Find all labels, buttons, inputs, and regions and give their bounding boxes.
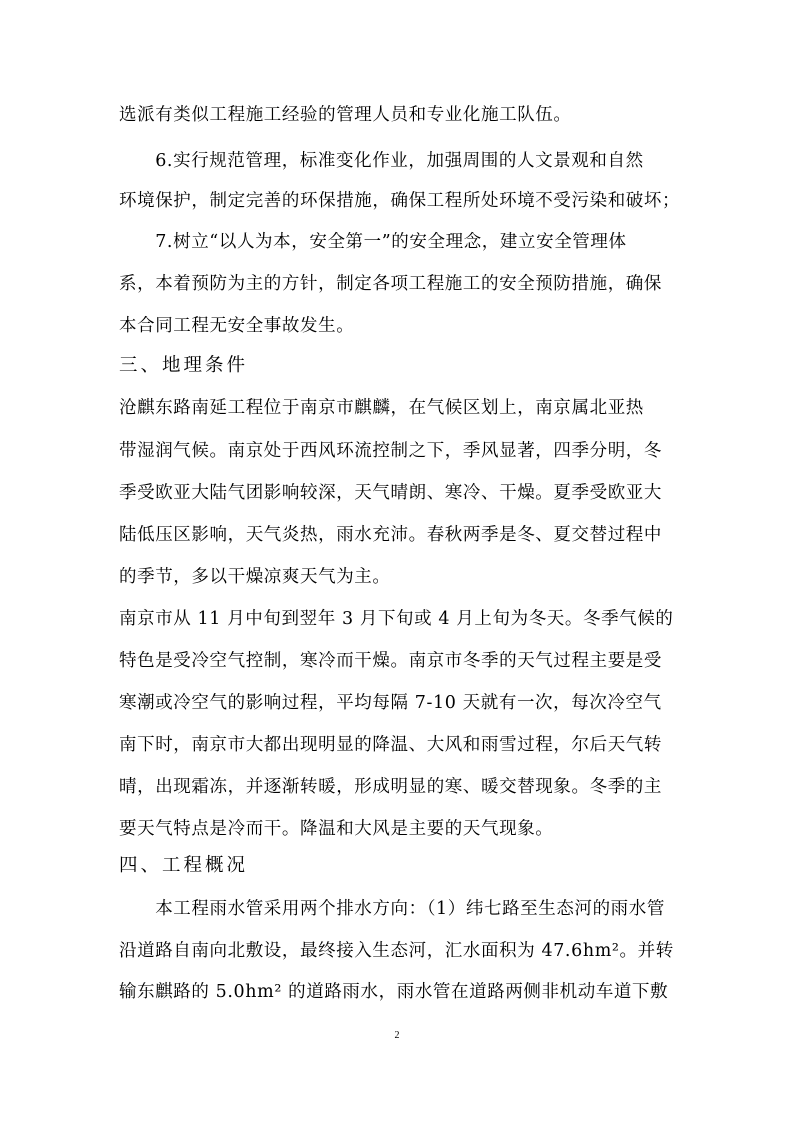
page-number: 2 bbox=[394, 1030, 400, 1041]
body-text-line: 本工程雨水管采用两个排水方向：（1）纬七路至生态河的雨水管 bbox=[119, 899, 665, 919]
section-heading: 四、工程概况 bbox=[119, 855, 249, 876]
body-text-line: 7.树立“以人为本，安全第一”的安全理念，建立安全管理体 bbox=[119, 232, 627, 252]
body-text-line: 南京市从 11 月中旬到翌年 3 月下旬或 4 月上旬为冬天。冬季气候的 bbox=[119, 609, 674, 629]
body-text-line: 要天气特点是冷而干。降温和大风是主要的天气现象。 bbox=[119, 819, 554, 839]
body-text-line: 6.实行规范管理，标准变化作业，加强周围的人文景观和自然 bbox=[119, 151, 644, 171]
section-heading: 三、地理条件 bbox=[119, 355, 249, 376]
body-text-line: 的季节，多以干燥凉爽天气为主。 bbox=[119, 567, 391, 587]
body-text-line: 南下时，南京市大都出现明显的降温、大风和雨雪过程，尔后天气转 bbox=[119, 735, 662, 755]
body-text-line: 沧麒东路南延工程位于南京市麒麟，在气候区划上，南京属北亚热 bbox=[119, 398, 644, 418]
body-text-line: 本合同工程无安全事故发生。 bbox=[119, 316, 355, 336]
body-text-line: 晴，出现霜冻，并逐渐转暖，形成明显的寒、暖交替现象。冬季的主 bbox=[119, 777, 662, 797]
body-text-line: 选派有类似工程施工经验的管理人员和专业化施工队伍。 bbox=[119, 105, 572, 125]
body-text-line: 季受欧亚大陆气团影响较深，天气晴朗、寒冷、干燥。夏季受欧亚大 bbox=[119, 483, 662, 503]
body-text-line: 输东麒路的 5.0hm² 的道路雨水，雨水管在道路两侧非机动车道下敷 bbox=[119, 982, 669, 1002]
body-text-line: 沿道路自南向北敷设，最终接入生态河，汇水面积为 47.6hm²。并转 bbox=[119, 941, 674, 961]
body-text-line: 寒潮或冷空气的影响过程，平均每隔 7-10 天就有一次，每次冷空气 bbox=[119, 693, 662, 713]
body-text-line: 系，本着预防为主的方针，制定各项工程施工的安全预防措施，确保 bbox=[119, 274, 662, 294]
body-text-line: 环境保护，制定完善的环保措施，确保工程所处环境不受污染和破坏； bbox=[119, 191, 681, 211]
body-text-line: 陆低压区影响，天气炎热，雨水充沛。春秋两季是冬、夏交替过程中 bbox=[119, 525, 662, 545]
body-text-line: 带湿润气候。南京处于西风环流控制之下，季风显著，四季分明，冬 bbox=[119, 441, 662, 461]
body-text-line: 特色是受冷空气控制，寒冷而干燥。南京市冬季的天气过程主要是受 bbox=[119, 651, 662, 671]
